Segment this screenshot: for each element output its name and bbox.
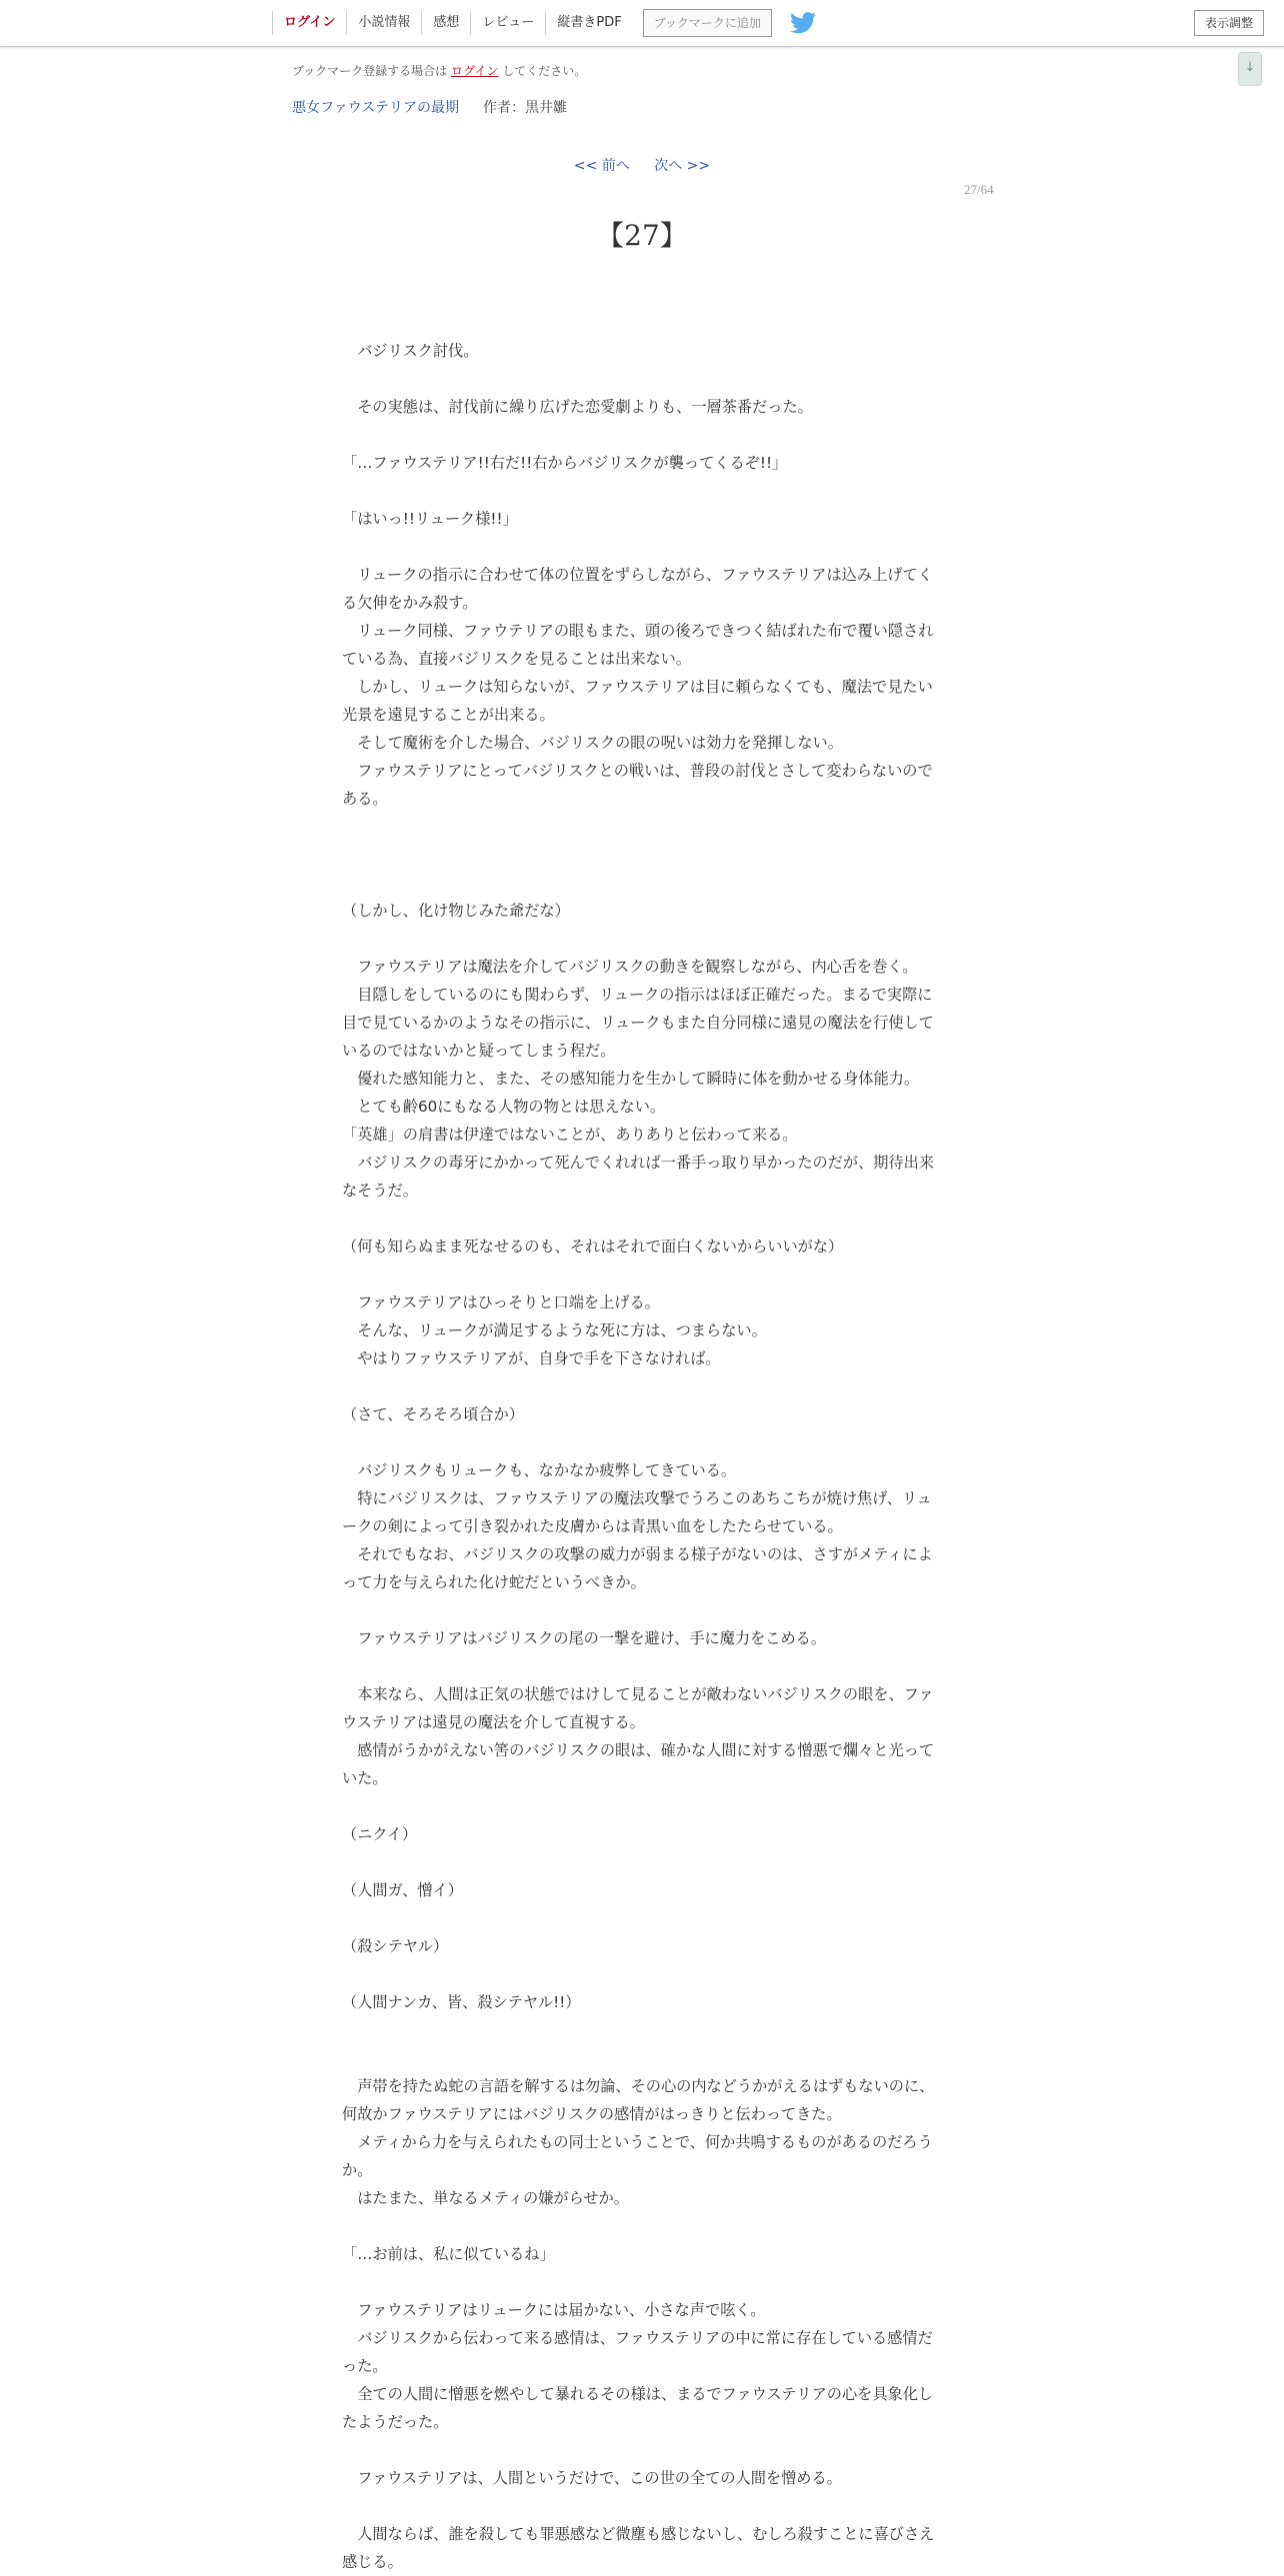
body-line: ファウステリアはリュークには届かない、小さな声で呟く。 — [342, 2301, 766, 2319]
body-line — [342, 365, 942, 393]
body-line: （人間ガ、憎イ） — [342, 1881, 463, 1899]
body-line — [342, 869, 942, 897]
add-bookmark-button[interactable]: ブックマークに追加 — [643, 9, 772, 37]
body-line: とても齢60にもなる人物の物とは思えない。 — [342, 1098, 666, 1116]
body-line — [342, 1848, 942, 1876]
display-settings-button[interactable]: 表示調整 — [1194, 10, 1264, 36]
body-line: やはりファウステリアが、自身で手を下さなければ。 — [342, 1349, 721, 1367]
body-line: リュークの指示に合わせて体の位置をずらしながら、ファウステリアは込み上げてくる欠伸をかみ殺す。 — [342, 566, 933, 612]
body-line: ファウステリアは魔法を介してバジリスクの動きを観察しながら、内心舌を巻く。 — [342, 958, 918, 976]
body-line: 目隠しをしているのにも関わらず、リュークの指示はほぼ正確だった。まるで実際に目で見ているかのようなその指示に、リュークもまた自分同様に遠見の魔法を行使しているのではないかと疑ってしまう程だ。 — [342, 986, 934, 1060]
body-line — [342, 841, 942, 869]
body-line: （何も知らぬまま死なせるのも、それはそれで面白くないからいいがな） — [342, 1238, 844, 1256]
body-line — [342, 1261, 942, 1288]
body-line: ファウステリアにとってバジリスクとの戦いは、普段の討伐とさして変わらないのである。 — [342, 762, 933, 808]
body-line: 人間ならば、誰を殺しても罪悪感など微塵も感じないし、むしろ殺すことに喜びさえ感じる。 — [342, 2525, 935, 2571]
body-line — [342, 2212, 942, 2240]
body-line: 「…ファウステリア!!右だ!!右からバジリスクが襲ってくるぞ!!」 — [342, 454, 788, 472]
body-line: ファウステリアは、人間というだけで、この世の全ての人間を憎める。 — [342, 2469, 842, 2487]
body-line: 感情がうかがえない筈のバジリスクの眼は、確かな人間に対する憎悪で爛々と光っていた。 — [342, 1741, 935, 1787]
body-line — [342, 2492, 942, 2520]
body-line — [342, 1652, 942, 1680]
body-line: 声帯を持たぬ蛇の言語を解するは勿論、その心の内などうかがえるはずもないのに、何故かファウステリアにはバジリスクの感情がはっきりと伝わってきた。 — [342, 2077, 935, 2123]
nav-menu — [272, 9, 816, 37]
body-line: 特にバジリスクは、ファウステリアの魔法攻撃でうろこのあちこちが焼け焦げ、リュークの剣によって引き裂かれた皮膚からは青黒い血をしたたらせている。 — [342, 1489, 932, 1535]
nav-novel-info[interactable]: 小説情報 — [346, 11, 421, 35]
body-line — [342, 533, 942, 561]
body-line — [342, 1372, 942, 1400]
body-line: バジリスクの毒牙にかかって死んでくれれば一番手っ取り早かったのだが、期待出来なそうだ。 — [342, 1154, 935, 1200]
body-line — [342, 1792, 942, 1820]
next-chapter-link[interactable]: 次へ >> — [654, 158, 711, 174]
novel-meta — [292, 97, 567, 117]
body-line: そんな、リュークが満足するような死に方は、つまらない。 — [342, 1321, 767, 1339]
body-line: （人間ナンカ、皆、殺シテヤル!!） — [342, 1993, 581, 2011]
body-line: 「英雄」の肩書は伊達ではないことが、ありありと伝わって来る。 — [342, 1126, 798, 1144]
body-line — [342, 2016, 942, 2044]
body-line — [342, 1205, 942, 1233]
body-line — [342, 421, 942, 449]
chapter-count: 27/64 — [964, 182, 994, 197]
body-line: バジリスクから伝わって来る感情は、ファウステリアの中に常に存在している感情だった。 — [342, 2329, 933, 2375]
body-line — [342, 813, 942, 841]
nav-review[interactable]: レビュー — [470, 11, 545, 35]
body-line: バジリスクもリュークも、なかなか疲弊してきている。 — [342, 1461, 737, 1479]
body-line: 全ての人間に憎悪を燃やして暴れるその様は、まるでファウステリアの心を具象化したようだった。 — [342, 2385, 934, 2431]
body-line — [342, 477, 942, 505]
body-line: ファウステリアはひっそりと口端を上げる。 — [342, 1293, 660, 1311]
author-name: 作者：黒井雛 — [483, 100, 568, 116]
chapter-pager — [0, 155, 1284, 175]
body-line — [342, 309, 942, 337]
body-line: しかし、リュークは知らないが、ファウステリアは目に頼らなくても、魔法で見たい光景を遠見することが出来る。 — [342, 678, 933, 724]
body-line — [342, 1904, 942, 1932]
body-line: （しかし、化け物じみた爺だな） — [342, 902, 570, 920]
notice-login-link[interactable]: ログイン — [451, 64, 499, 78]
body-line: はたまた、単なるメティの嫌がらせか。 — [342, 2189, 629, 2207]
body-line: （さて、そろそろ頃合か） — [342, 1405, 524, 1423]
notice-suffix: してください。 — [502, 64, 587, 78]
body-line: 「…お前は、私に似ているね」 — [342, 2245, 555, 2263]
body-line — [342, 2268, 942, 2296]
nav-login[interactable]: ログイン — [272, 11, 346, 35]
bookmark-login-notice — [292, 62, 586, 79]
body-line — [342, 2436, 942, 2464]
body-line: （ニクイ） — [342, 1825, 418, 1843]
chapter-body — [342, 309, 942, 2576]
body-line: そして魔術を介した場合、バジリスクの眼の呪いは効力を発揮しない。 — [342, 734, 843, 752]
notice-prefix: ブックマーク登録する場合は — [292, 64, 448, 78]
body-line: それでもなお、バジリスクの攻撃の威力が弱まる様子がないのは、さすがメティによって力を与えられた化け蛇だというべきか。 — [342, 1545, 933, 1591]
scroll-down-icon[interactable]: ↓ — [1238, 52, 1262, 86]
body-line: メティから力を与えられたもの同士ということで、何か共鳴するものがあるのだろうか。 — [342, 2133, 933, 2179]
nav-vertical-pdf[interactable]: 縦書きPDF — [545, 11, 632, 35]
body-line: その実態は、討伐前に繰り広げた恋愛劇よりも、一層茶番だった。 — [342, 398, 813, 416]
body-line — [342, 925, 942, 953]
body-line — [342, 2044, 942, 2072]
prev-chapter-link[interactable]: << 前へ — [573, 158, 630, 174]
body-line — [342, 1960, 942, 1988]
body-line — [342, 1596, 942, 1624]
twitter-bird-icon[interactable] — [790, 12, 816, 34]
body-line — [342, 1428, 942, 1456]
body-line: バジリスク討伐。 — [342, 342, 479, 360]
body-line: ファウステリアはバジリスクの尾の一撃を避け、手に魔力をこめる。 — [342, 1629, 827, 1647]
body-line: 本来なら、人間は正気の状態ではけして見ることが敵わないバジリスクの眼を、ファウステリアは遠見の魔法を介して直視する。 — [342, 1685, 934, 1731]
body-line: 「はいっ!!リューク様!!」 — [342, 510, 518, 528]
nav-impressions[interactable]: 感想 — [421, 11, 470, 35]
body-line: リューク同様、ファウテリアの眼もまた、頭の後ろできつく結ばれた布で覆い隠されている為、直接バジリスクを見ることは出来ない。 — [342, 622, 934, 668]
novel-title-link[interactable]: 悪女ファウステリアの最期 — [292, 100, 460, 116]
body-line: 優れた感知能力と、また、その感知能力を生かして瞬時に体を動かせる身体能力。 — [342, 1070, 920, 1088]
chapter-title: 【27】 — [596, 219, 688, 252]
top-navigation-bar — [0, 0, 1284, 47]
body-line: （殺シテヤル） — [342, 1937, 449, 1955]
